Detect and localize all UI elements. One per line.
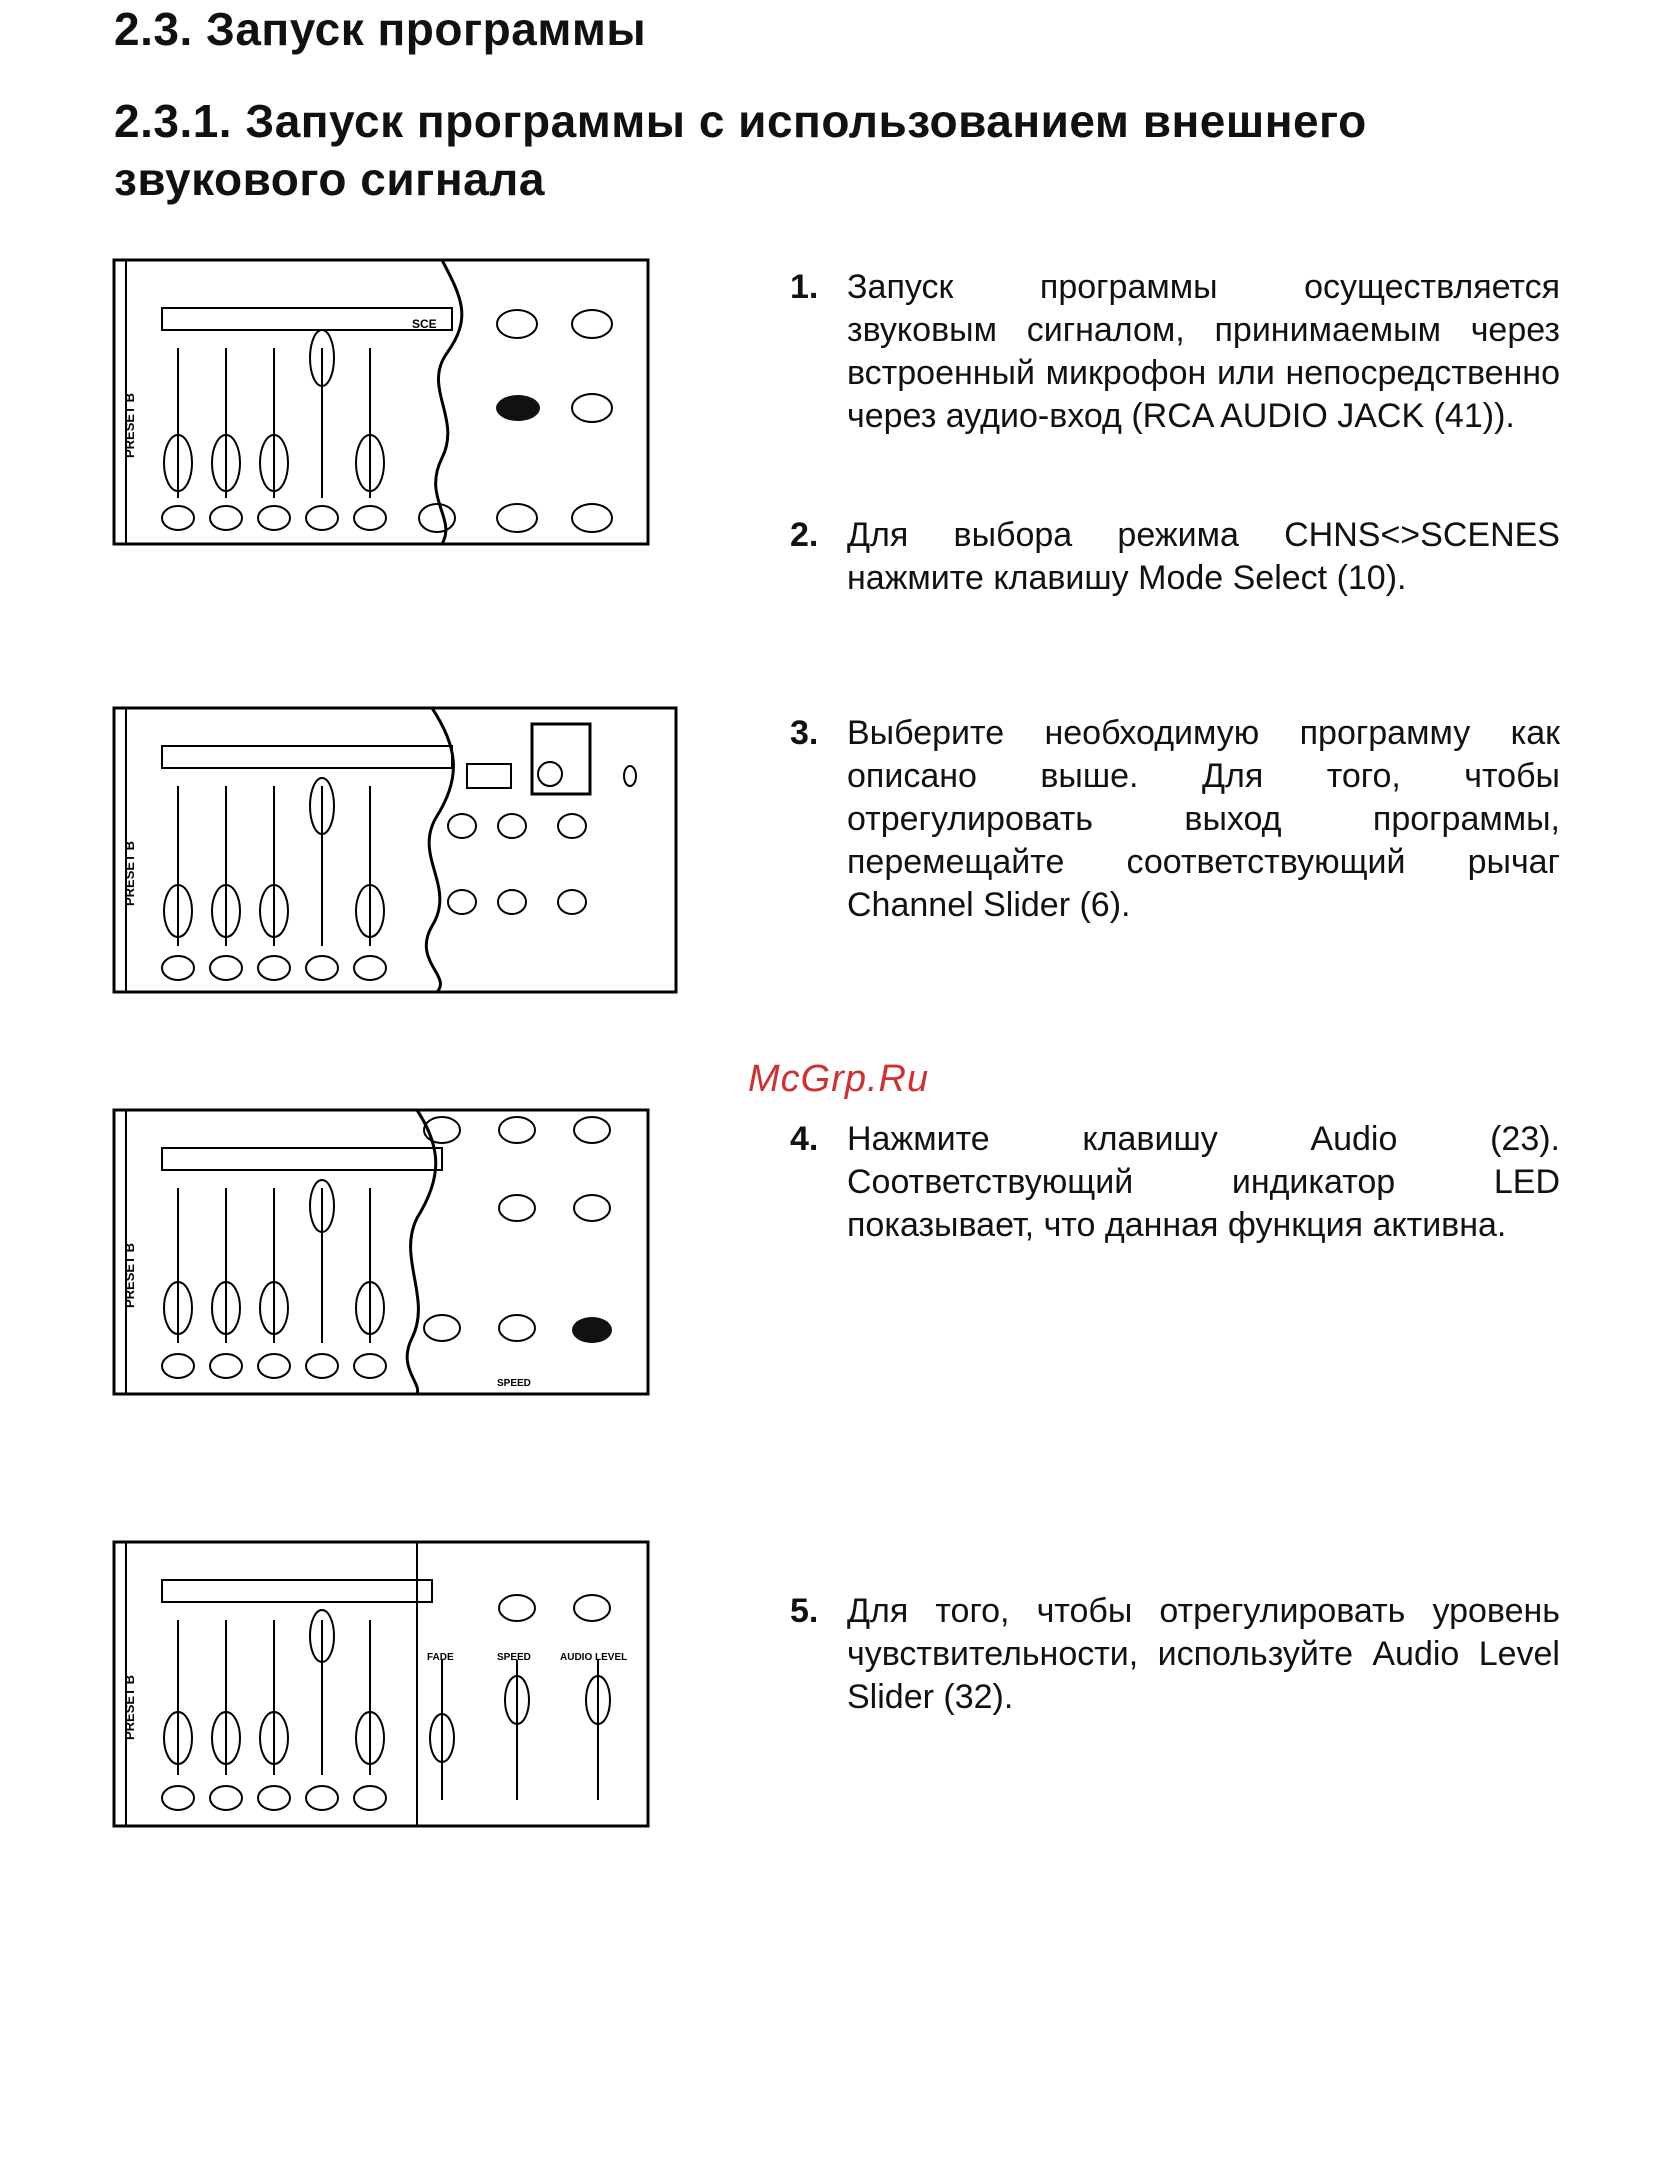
step-text: Для выбора режима CHNS<>SCENES нажмите клавишу Mode Select (10). <box>847 516 1560 597</box>
figure-1-controller-mic <box>112 258 652 548</box>
step-text: Для того, чтобы отрегулировать уровень чувствительности, используйте Audio Level Slider (32). <box>847 1592 1560 1716</box>
step-5 <box>790 1590 1560 1719</box>
step-number: 3. <box>790 714 819 752</box>
step-number: 4. <box>790 1120 819 1158</box>
fig4-audio-level-label: AUDIO LEVEL <box>560 1652 628 1663</box>
fig1-scenes-label: SCE <box>412 317 437 331</box>
step-1 <box>790 266 1560 438</box>
fig4-speed-label: SPEED <box>497 1652 531 1663</box>
fig4-preset-label: PRESET B <box>122 1674 137 1740</box>
figure-4-audio-level <box>112 1540 652 1830</box>
step-text: Нажмите клавишу Audio (23). Соответствующий индикатор LED показывает, что данная функция активна. <box>847 1120 1560 1244</box>
step-4 <box>790 1118 1560 1247</box>
fig1-preset-label: PRESET B <box>122 392 137 458</box>
figure-3-audio-button <box>112 1108 652 1398</box>
step-text: Запуск программы осуществляется звуковым сигналом, принимаемым через встроенный микрофон или непосредственно через аудио-вход (RCA AUDIO JACK (41)). <box>847 268 1560 435</box>
fig2-preset-label: PRESET B <box>122 840 137 906</box>
step-number: 5. <box>790 1592 819 1630</box>
fig4-fade-label: FADE <box>427 1652 454 1663</box>
step-text: Выберите необходимую программу как описано выше. Для того, чтобы отрегулировать выход программы, перемещайте соответствующий рычаг Channel Slider (6). <box>847 714 1560 924</box>
step-number: 2. <box>790 516 819 554</box>
step-2 <box>790 514 1560 600</box>
watermark: McGrp.Ru <box>748 1058 930 1100</box>
figure-2-channel-slider <box>112 706 678 996</box>
section-title: 2.3. Запуск программы <box>114 3 647 55</box>
subsection-title: 2.3.1. Запуск программы с использованием внешнего звукового сигнала <box>114 95 1367 205</box>
fig3-preset-label: PRESET B <box>122 1242 137 1308</box>
step-number: 1. <box>790 268 819 306</box>
step-3 <box>790 712 1560 927</box>
fig3-speed-label: SPEED <box>497 1378 531 1389</box>
